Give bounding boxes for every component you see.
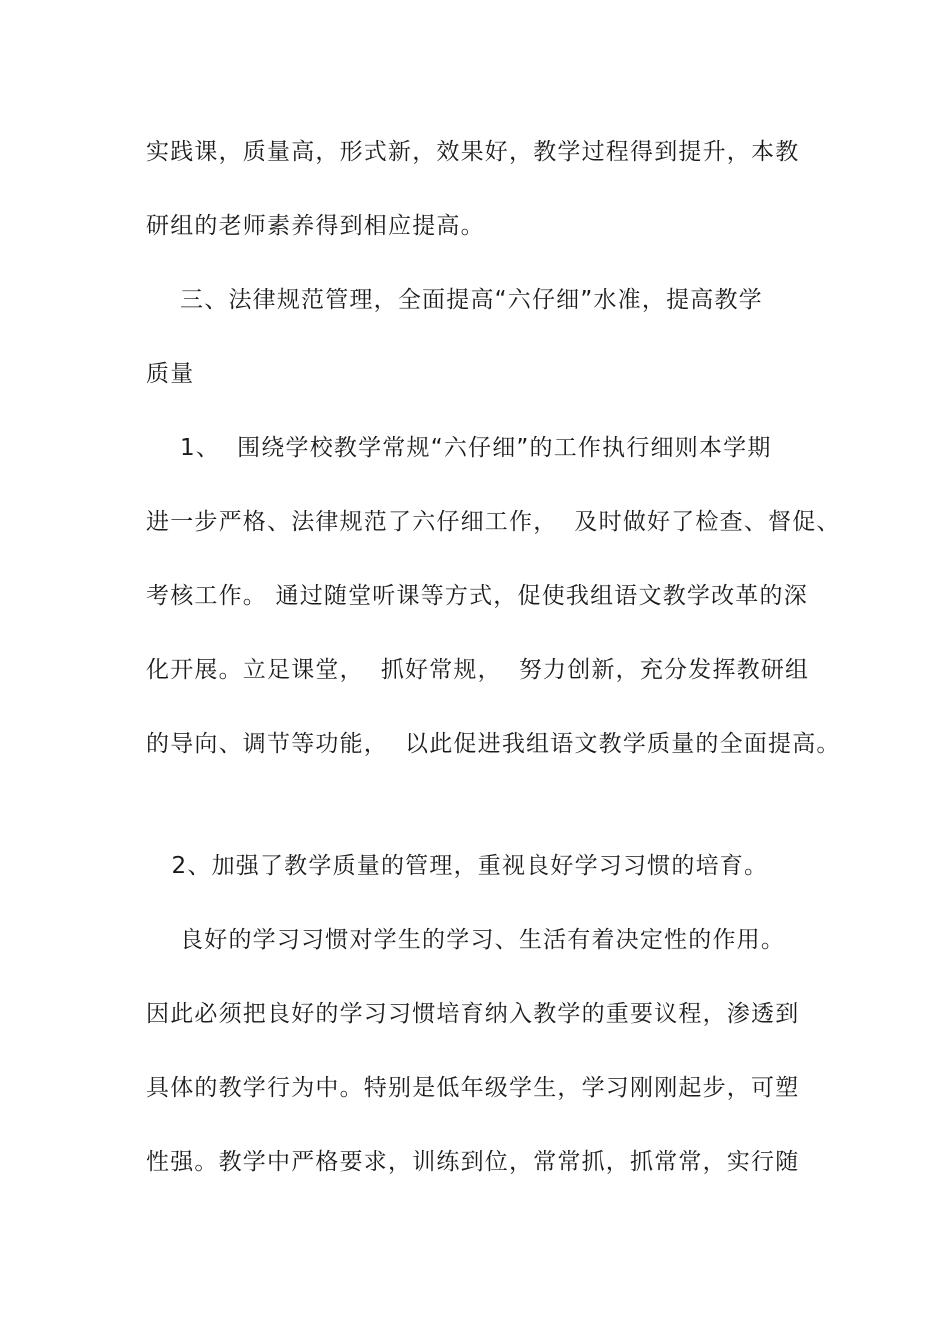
text-line: 进一步严格、法律规范了六仔细工作， 及时做好了检查、督促、 — [146, 509, 841, 535]
text-line: 具体的教学行为中。特别是低年级学生，学习刚刚起步，可塑 — [146, 1075, 800, 1101]
text-line: 1、 围绕学校教学常规“六仔细”的工作执行细则本学期 — [146, 435, 772, 461]
section-heading-line: 质量 — [146, 361, 195, 387]
text-line: 因此必须把良好的学习习惯培育纳入教学的重要议程，渗透到 — [146, 1001, 800, 1027]
text-line: 性强。教学中严格要求，训练到位，常常抓，抓常常，实行随 — [146, 1149, 800, 1175]
text-line: 的导向、调节等功能， 以此促进我组语文教学质量的全面提高。 — [146, 731, 841, 757]
section-heading-line: 三、法律规范管理，全面提高“六仔细”水准，提高教学 — [146, 287, 763, 313]
text-line: 实践课，质量高，形式新，效果好，教学过程得到提升，本教 — [146, 139, 800, 165]
text-line: 良好的学习习惯对学生的学习、生活有着决定性的作用。 — [146, 927, 786, 953]
text-line: 化开展。立足课堂， 抓好常规， 努力创新，充分发挥教研组 — [146, 657, 810, 683]
text-line: 考核工作。 通过随堂听课等方式，促使我组语文教学改革的深 — [146, 583, 808, 609]
text-line: 研组的老师素养得到相应提高。 — [146, 213, 485, 239]
text-line: 2、加强了教学质量的管理，重视良好学习习惯的培育。 — [146, 853, 769, 879]
